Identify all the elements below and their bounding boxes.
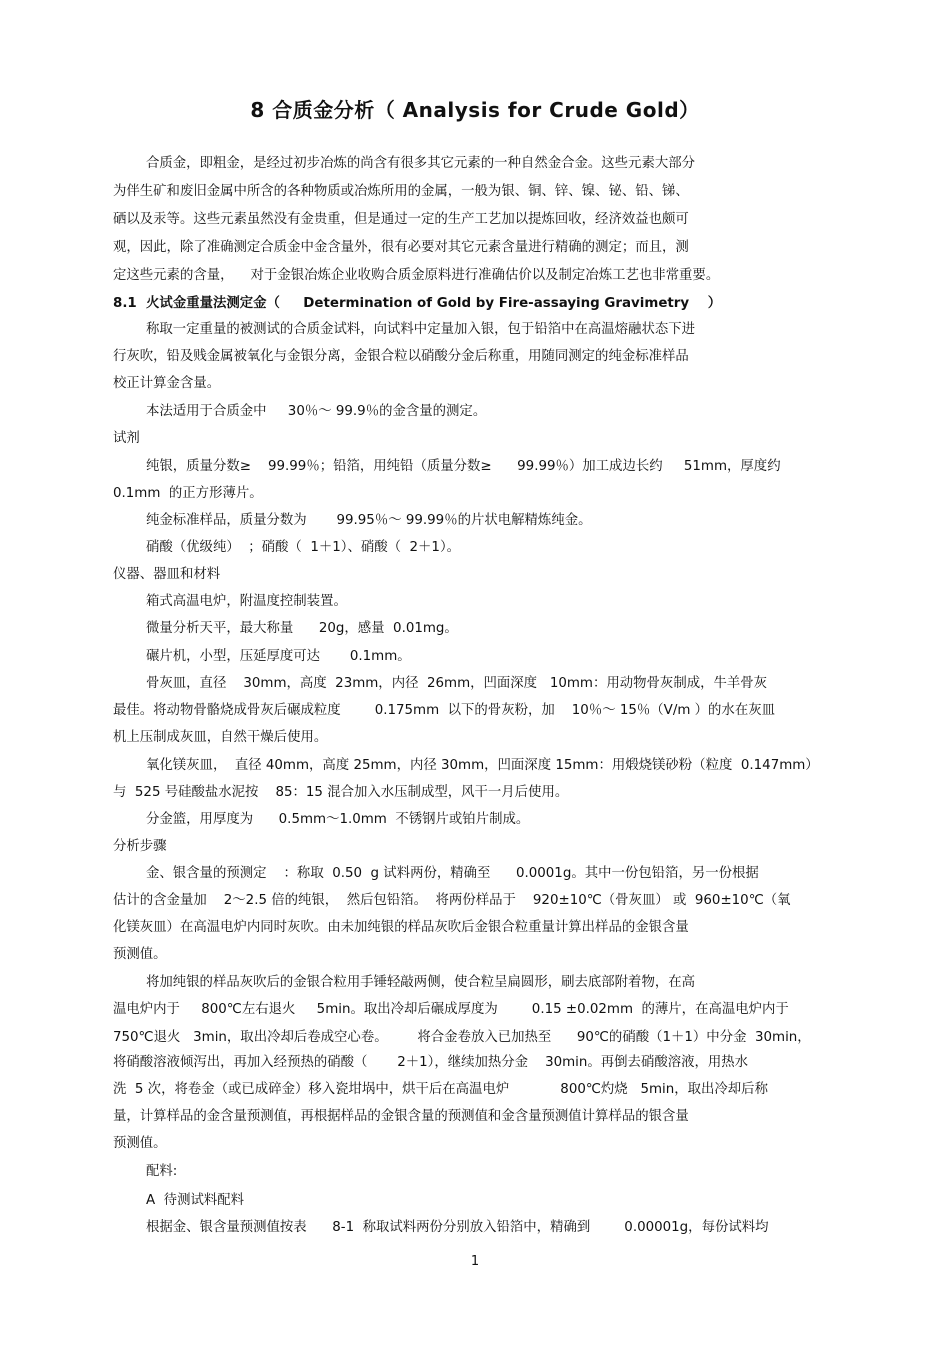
subheading: 仪器、器皿和材料 <box>113 567 221 582</box>
paragraph-line: 洗 5 次，将卷金（或已成碎金）移入瓷坩埚中，烘干后在高温电炉 800℃灼烧 5min，取出冷却后称 <box>113 1082 768 1097</box>
paragraph-line: 将加纯银的样品灰吹后的金银合粒用手锤轻敲两侧，使合粒呈扁圆形，刷去底部附着物，在高 <box>146 975 696 990</box>
paragraph-line: 行灰吹，铅及贱金属被氧化与金银分离，金银合粒以硝酸分金后称重，用随同测定的纯金标准样品 <box>113 349 689 364</box>
subheading: 试剂 <box>113 431 140 446</box>
paragraph-line: 与 525 号硅酸盐水泥按 85：15 混合加入水压制成型，风干一月后使用。 <box>113 785 569 800</box>
paragraph-line: 将硝酸溶液倾泻出，再加入经预热的硝酸（ 2＋1），继续加热分金 30min。再倒去硝酸溶液，用热水 <box>113 1055 749 1070</box>
page-title: 8 合质金分析（ Analysis for Crude Gold） <box>250 98 700 122</box>
subheading: 分析步骤 <box>113 839 167 854</box>
paragraph-line: 定这些元素的含量， 对于金银冶炼企业收购合质金原料进行准确估价以及制定冶炼工艺也非常重要。 <box>113 268 720 283</box>
paragraph-line: 为伴生矿和废旧金属中所含的各种物质或冶炼所用的金属，一般为银、铜、锌、镍、铋、铅、锑、 <box>113 184 689 199</box>
paragraph-line: 根据金、银含量预测值按表 8-1 称取试料两份分别放入铅箔中，精确到 0.00001g，每份试料均 <box>146 1220 769 1235</box>
paragraph-line: 温电炉内于 800℃左右退火 5min。取出冷却后碾成厚度为 0.15 ±0.02mm 的薄片，在高温电炉内于 <box>113 1002 789 1017</box>
paragraph-line: 本法适用于合质金中 30％～ 99.9％的金含量的测定。 <box>146 404 487 419</box>
paragraph-line: 分金篮，用厚度为 0.5mm～1.0mm 不锈钢片或铂片制成。 <box>146 812 530 827</box>
paragraph-line: 预测值。 <box>113 1136 167 1151</box>
paragraph-line: 观，因此，除了准确测定合质金中金含量外，很有必要对其它元素含量进行精确的测定；而且，测 <box>113 240 689 255</box>
paragraph-line: 骨灰皿，直径 30mm，高度 23mm，内径 26mm，凹面深度 10mm：用动物骨灰制成，牛羊骨灰 <box>146 676 768 691</box>
paragraph-line: 碾片机，小型，压延厚度可达 0.1mm。 <box>146 649 411 664</box>
paragraph-line: 量，计算样品的金含量预测值，再根据样品的金银含量的预测值和金含量预测值计算样品的银含量 <box>113 1109 689 1124</box>
paragraph-line: 化镁灰皿）在高温电炉内同时灰吹。由未加纯银的样品灰吹后金银合粒重量计算出样品的金银含量 <box>113 920 689 935</box>
paragraph-line: 预测值。 <box>113 947 167 962</box>
paragraph-line: A 待测试料配料 <box>146 1193 245 1208</box>
paragraph-line: 配料: <box>146 1164 178 1179</box>
paragraph-line: 750℃退火 3min，取出冷却后卷成空心卷。 将合金卷放入已加热至 90℃的硝酸（1＋1）中分金 30min， <box>113 1030 811 1045</box>
paragraph-line: 最佳。将动物骨骼烧成骨灰后碾成粒度 0.175mm 以下的骨灰粉，加 10％～ 15％（V/m ）的水在灰皿 <box>113 703 775 718</box>
paragraph-line: 硒以及汞等。这些元素虽然没有金贵重，但是通过一定的生产工艺加以提炼回收，经济效益也颇可 <box>113 212 689 227</box>
paragraph-line: 氧化镁灰皿， 直径 40mm，高度 25mm，内径 30mm，凹面深度 15mm：用煅烧镁砂粉（粒度 0.147mm） <box>146 758 819 773</box>
paragraph-line: 箱式高温电炉，附温度控制装置。 <box>146 594 347 609</box>
paragraph-line: 校正计算金含量。 <box>113 376 221 391</box>
paragraph-line: 金、银含量的预测定 ：称取 0.50 g 试料两份，精确至 0.0001g。其中一份包铅箔，另一份根据 <box>146 866 759 881</box>
paragraph-line: 纯银，质量分数≥ 99.99％；铅箔，用纯铅（质量分数≥ 99.99％）加工成边长约 51mm，厚度约 <box>146 459 781 474</box>
paragraph-line: 硝酸（优级纯） ；硝酸（ 1＋1）、硝酸（ 2＋1）。 <box>146 540 461 555</box>
paragraph-line: 估计的含金量加 2～2.5 倍的纯银， 然后包铅箔。 将两份样品于 920±10℃（骨灰皿） 或 960±10℃（氧 <box>113 893 791 908</box>
paragraph-line: 称取一定重量的被测试的合质金试料，向试料中定量加入银，包于铅箔中在高温熔融状态下进 <box>146 322 696 337</box>
paragraph-line: 纯金标准样品，质量分数为 99.95％～ 99.99％的片状电解精炼纯金。 <box>146 513 592 528</box>
paragraph-line: 合质金，即粗金，是经过初步冶炼的尚含有很多其它元素的一种自然金合金。这些元素大部分 <box>146 156 696 171</box>
page-number: 1 <box>470 1254 480 1269</box>
paragraph-line: 微量分析天平，最大称量 20g，感量 0.01mg。 <box>146 621 458 636</box>
section-heading: 8.1 火试金重量法测定金（ Determination of Gold by Fire-assaying Gravimetry ） <box>113 296 722 311</box>
paragraph-line: 机上压制成灰皿，自然干燥后使用。 <box>113 730 328 745</box>
paragraph-line: 0.1mm 的正方形薄片。 <box>113 486 263 501</box>
